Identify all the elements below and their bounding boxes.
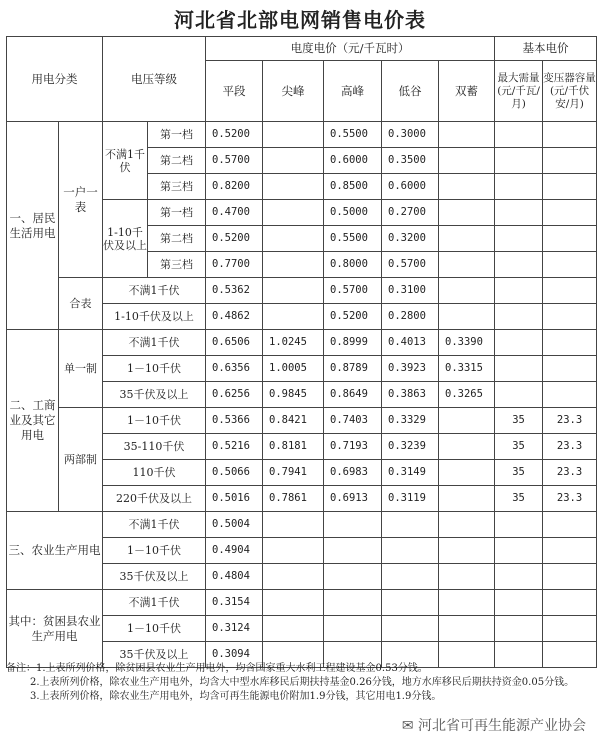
subcategory-two-part: 两部制 (59, 408, 103, 512)
price-peak: 0.5000 (324, 200, 382, 226)
header-max-demand: 最大需量(元/千瓦/月) (495, 61, 543, 122)
voltage-label: 不满1千伏 (103, 512, 206, 538)
voltage-1-10kv: 1-10千伏及以上 (103, 200, 148, 278)
basic-transformer-capacity (543, 330, 597, 356)
voltage-label: 110千伏 (103, 460, 206, 486)
price-double-storage (439, 590, 495, 616)
header-basic-price: 基本电价 (495, 37, 597, 61)
price-flat: 0.8200 (206, 174, 263, 200)
price-flat: 0.7700 (206, 252, 263, 278)
price-valley (382, 512, 439, 538)
price-flat: 0.5066 (206, 460, 263, 486)
price-peak (324, 564, 382, 590)
price-sharp-peak: 0.8421 (263, 408, 324, 434)
price-peak (324, 616, 382, 642)
price-valley (382, 564, 439, 590)
price-peak: 0.7403 (324, 408, 382, 434)
price-double-storage (439, 174, 495, 200)
price-valley: 0.2800 (382, 304, 439, 330)
note-2: 2.上表所列价格，除农业生产用电外，均含大中型水库移民后期扶持基金0.26分钱，地方水库移民后期扶持资金0.05分钱。 (30, 677, 575, 688)
price-flat: 0.6256 (206, 382, 263, 408)
price-sharp-peak (263, 538, 324, 564)
price-sharp-peak (263, 564, 324, 590)
price-peak: 0.6983 (324, 460, 382, 486)
category-agriculture: 三、农业生产用电 (7, 512, 103, 590)
header-peak: 高峰 (324, 61, 382, 122)
price-double-storage (439, 538, 495, 564)
price-valley: 0.3329 (382, 408, 439, 434)
price-peak: 0.5500 (324, 226, 382, 252)
voltage-label: 1-10千伏及以上 (103, 304, 206, 330)
price-table (6, 36, 597, 668)
price-double-storage (439, 408, 495, 434)
price-peak: 0.8999 (324, 330, 382, 356)
basic-transformer-capacity (543, 226, 597, 252)
voltage-label: 35千伏及以上 (103, 564, 206, 590)
price-valley: 0.2700 (382, 200, 439, 226)
header-double-storage: 双蓄 (439, 61, 495, 122)
price-flat: 0.3094 (206, 642, 263, 668)
price-double-storage (439, 304, 495, 330)
tier-label: 第三档 (148, 174, 206, 200)
price-flat: 0.6356 (206, 356, 263, 382)
price-peak: 0.5700 (324, 278, 382, 304)
price-valley (382, 538, 439, 564)
header-flat: 平段 (206, 61, 263, 122)
price-sharp-peak (263, 174, 324, 200)
basic-transformer-capacity (543, 148, 597, 174)
note-1 (6, 662, 596, 676)
price-peak: 0.5200 (324, 304, 382, 330)
price-valley: 0.3239 (382, 434, 439, 460)
price-flat: 0.4804 (206, 564, 263, 590)
price-sharp-peak (263, 200, 324, 226)
price-double-storage: 0.3265 (439, 382, 495, 408)
price-double-storage (439, 616, 495, 642)
price-peak: 0.8500 (324, 174, 382, 200)
price-flat: 0.3124 (206, 616, 263, 642)
price-peak: 0.8789 (324, 356, 382, 382)
price-double-storage (439, 278, 495, 304)
price-double-storage (439, 460, 495, 486)
price-sharp-peak: 0.8181 (263, 434, 324, 460)
voltage-label: 1－10千伏 (103, 408, 206, 434)
price-double-storage (439, 148, 495, 174)
price-flat: 0.4862 (206, 304, 263, 330)
price-flat: 0.5366 (206, 408, 263, 434)
price-sharp-peak (263, 122, 324, 148)
voltage-label: 不满1千伏 (103, 330, 206, 356)
price-peak: 0.6000 (324, 148, 382, 174)
price-flat: 0.5004 (206, 512, 263, 538)
price-peak: 0.5500 (324, 122, 382, 148)
price-flat: 0.3154 (206, 590, 263, 616)
price-valley: 0.3200 (382, 226, 439, 252)
price-sharp-peak (263, 226, 324, 252)
price-sharp-peak (263, 148, 324, 174)
price-valley: 0.3119 (382, 486, 439, 512)
tier-label: 第一档 (148, 122, 206, 148)
price-double-storage (439, 226, 495, 252)
tier-label: 第二档 (148, 226, 206, 252)
price-valley: 0.3000 (382, 122, 439, 148)
price-valley: 0.4013 (382, 330, 439, 356)
price-sharp-peak: 0.7861 (263, 486, 324, 512)
tier-label: 第三档 (148, 252, 206, 278)
price-valley: 0.3100 (382, 278, 439, 304)
price-double-storage (439, 252, 495, 278)
basic-transformer-capacity (543, 590, 597, 616)
voltage-label: 35千伏及以上 (103, 642, 206, 668)
price-flat: 0.4700 (206, 200, 263, 226)
basic-transformer-capacity (543, 278, 597, 304)
voltage-label: 不满1千伏 (103, 278, 206, 304)
category-commercial: 二、工商业及其它用电 (7, 330, 59, 512)
basic-max-demand (495, 590, 543, 616)
note-3: 3.上表所列价格，除农业生产用电外，均含可再生能源电价附加1.9分钱，其它用电1.9分钱。 (30, 691, 442, 702)
basic-max-demand: 35 (495, 408, 543, 434)
wechat-icon: ✉ (401, 718, 414, 734)
basic-max-demand (495, 200, 543, 226)
price-flat: 0.5700 (206, 148, 263, 174)
voltage-label: 1－10千伏 (103, 616, 206, 642)
header-voltage-level: 电压等级 (103, 37, 206, 122)
watermark (398, 715, 590, 735)
subcategory-single: 单一制 (59, 330, 103, 408)
basic-transformer-capacity: 23.3 (543, 408, 597, 434)
basic-max-demand (495, 122, 543, 148)
price-flat: 0.6506 (206, 330, 263, 356)
header-energy-price: 电度电价（元/千瓦时） (206, 37, 495, 61)
price-flat: 0.4904 (206, 538, 263, 564)
price-double-storage (439, 564, 495, 590)
price-flat: 0.5216 (206, 434, 263, 460)
basic-max-demand (495, 564, 543, 590)
price-double-storage (439, 434, 495, 460)
basic-transformer-capacity (543, 382, 597, 408)
voltage-label: 1－10千伏 (103, 356, 206, 382)
voltage-label: 220千伏及以上 (103, 486, 206, 512)
basic-max-demand (495, 226, 543, 252)
price-double-storage (439, 122, 495, 148)
price-valley: 0.3149 (382, 460, 439, 486)
notes-label: 备注： (6, 663, 36, 674)
basic-transformer-capacity: 23.3 (543, 460, 597, 486)
price-sharp-peak (263, 252, 324, 278)
basic-transformer-capacity (543, 122, 597, 148)
basic-transformer-capacity (543, 616, 597, 642)
basic-transformer-capacity (543, 538, 597, 564)
header-transformer-capacity: 变压器容量(元/千伏安/月) (543, 61, 597, 122)
basic-transformer-capacity (543, 304, 597, 330)
subcategory-one-meter: 一户一表 (59, 122, 103, 278)
price-valley: 0.6000 (382, 174, 439, 200)
basic-max-demand: 35 (495, 486, 543, 512)
category-residential: 一、居民生活用电 (7, 122, 59, 330)
price-valley: 0.3863 (382, 382, 439, 408)
notes (6, 662, 596, 704)
basic-max-demand (495, 512, 543, 538)
subcategory-combined: 合表 (59, 278, 103, 330)
price-sharp-peak (263, 616, 324, 642)
basic-max-demand (495, 252, 543, 278)
price-peak: 0.8000 (324, 252, 382, 278)
basic-transformer-capacity (543, 564, 597, 590)
header-usage-category: 用电分类 (7, 37, 103, 122)
price-flat: 0.5200 (206, 122, 263, 148)
note-1-text: 1.上表所列价格，除贫困县农业生产用电外，均含国家重大水利工程建设基金0.53分钱。 (36, 663, 428, 674)
category-poor-county-agriculture: 其中：贫困县农业生产用电 (7, 590, 103, 668)
price-double-storage (439, 200, 495, 226)
price-valley: 0.3500 (382, 148, 439, 174)
price-valley: 0.5700 (382, 252, 439, 278)
voltage-label: 1－10千伏 (103, 538, 206, 564)
price-double-storage (439, 486, 495, 512)
price-sharp-peak: 1.0005 (263, 356, 324, 382)
price-sharp-peak (263, 512, 324, 538)
price-flat: 0.5016 (206, 486, 263, 512)
tier-label: 第二档 (148, 148, 206, 174)
basic-transformer-capacity (543, 174, 597, 200)
basic-max-demand (495, 304, 543, 330)
price-valley (382, 590, 439, 616)
price-peak (324, 512, 382, 538)
basic-max-demand (495, 616, 543, 642)
basic-max-demand (495, 330, 543, 356)
basic-transformer-capacity (543, 512, 597, 538)
basic-transformer-capacity (543, 252, 597, 278)
basic-transformer-capacity (543, 356, 597, 382)
price-flat: 0.5200 (206, 226, 263, 252)
price-peak (324, 590, 382, 616)
basic-max-demand: 35 (495, 460, 543, 486)
basic-transformer-capacity: 23.3 (543, 434, 597, 460)
voltage-label: 35-110千伏 (103, 434, 206, 460)
basic-transformer-capacity: 23.3 (543, 486, 597, 512)
price-double-storage (439, 512, 495, 538)
price-sharp-peak (263, 304, 324, 330)
price-peak: 0.6913 (324, 486, 382, 512)
voltage-label: 35千伏及以上 (103, 382, 206, 408)
price-double-storage: 0.3390 (439, 330, 495, 356)
basic-max-demand (495, 278, 543, 304)
price-sharp-peak (263, 278, 324, 304)
price-sharp-peak: 0.9845 (263, 382, 324, 408)
price-valley (382, 616, 439, 642)
price-peak: 0.7193 (324, 434, 382, 460)
price-valley: 0.3923 (382, 356, 439, 382)
price-double-storage: 0.3315 (439, 356, 495, 382)
watermark-text: 河北省可再生能源产业协会 (418, 718, 586, 734)
price-sharp-peak: 1.0245 (263, 330, 324, 356)
voltage-under-1kv: 不满1千伏 (103, 122, 148, 200)
basic-max-demand (495, 174, 543, 200)
header-valley: 低谷 (382, 61, 439, 122)
basic-max-demand (495, 382, 543, 408)
price-peak (324, 538, 382, 564)
price-sharp-peak (263, 590, 324, 616)
price-peak: 0.8649 (324, 382, 382, 408)
price-flat: 0.5362 (206, 278, 263, 304)
page-title: 河北省北部电网销售电价表 (174, 8, 426, 32)
basic-max-demand: 35 (495, 434, 543, 460)
tier-label: 第一档 (148, 200, 206, 226)
basic-transformer-capacity (543, 200, 597, 226)
basic-max-demand (495, 538, 543, 564)
basic-max-demand (495, 148, 543, 174)
basic-max-demand (495, 356, 543, 382)
price-sharp-peak: 0.7941 (263, 460, 324, 486)
voltage-label: 不满1千伏 (103, 590, 206, 616)
header-sharp-peak: 尖峰 (263, 61, 324, 122)
